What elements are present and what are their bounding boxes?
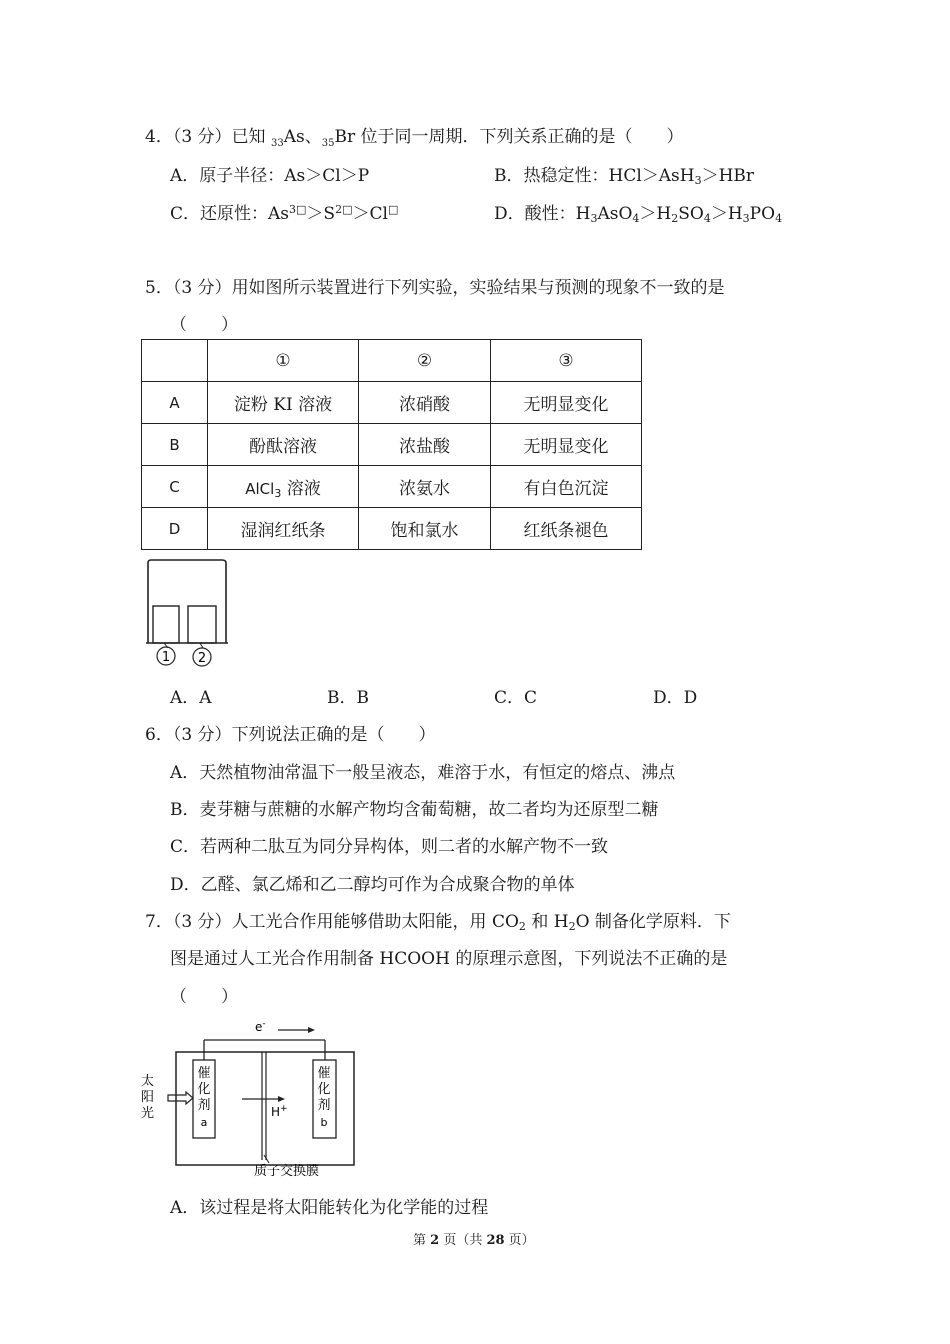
table-cell: 无明显变化	[491, 424, 642, 466]
svg-text:光: 光	[141, 1106, 155, 1121]
q5-option-b: B．B	[327, 688, 369, 708]
table-cell: 酚酞溶液	[208, 424, 359, 466]
q5-option-d: D．D	[653, 688, 698, 708]
table-cell: 饱和氯水	[359, 508, 491, 550]
row-label: A	[142, 382, 208, 424]
figure-label-1: 1	[161, 650, 171, 665]
table-cell: 浓氨水	[359, 466, 491, 508]
svg-text:b: b	[320, 1116, 328, 1129]
table-cell: 淀粉 KI 溶液	[208, 382, 359, 424]
q7-paren: （ ）	[170, 987, 238, 1007]
q7-score: （3 分）	[172, 912, 232, 932]
table-row	[142, 382, 642, 424]
q6-option-a: A．天然植物油常温下一般呈液态，难溶于水，有恒定的熔点、沸点	[170, 763, 676, 783]
q7-option-a: A．该过程是将太阳能转化为化学能的过程	[170, 1198, 489, 1218]
table-cell: 湿润红纸条	[208, 508, 359, 550]
q5-number: 5．	[145, 278, 173, 298]
q4-number: 4．	[145, 127, 173, 147]
svg-text:催: 催	[197, 1066, 211, 1081]
q5-score: （3 分）	[172, 278, 232, 298]
table-cell: 无明显变化	[491, 382, 642, 424]
q5-option-c: C．C	[494, 688, 538, 708]
sunlight-arrow	[168, 1092, 193, 1104]
page-total: 28	[486, 1233, 505, 1248]
table-cell: 浓硝酸	[359, 382, 491, 424]
row-label: D	[142, 508, 208, 550]
table-cell: 有白色沉淀	[491, 466, 642, 508]
svg-text:a: a	[200, 1116, 208, 1129]
q4-stem: 4．（3 分）已知 $_{33}$As、$_{35}$Br 位于同一周期．下列关系正确的是（ ）	[145, 127, 684, 149]
table-header-cell: ③	[491, 340, 642, 382]
q6-option-d: D．乙醛、氯乙烯和乙二醇均可作为合成聚合物的单体	[170, 875, 575, 895]
q7-cell-diagram	[138, 1015, 368, 1180]
q5-stem: 5．（3 分）用如图所示装置进行下列实验，实验结果与预测的现象不一致的是	[145, 278, 725, 298]
q4-option-b: B．热稳定性：HCl＞AsH$_3$＞HBr	[494, 166, 755, 187]
table-cell: 红纸条褪色	[491, 508, 642, 550]
table-cell: 浓盐酸	[359, 424, 491, 466]
q4-option-c: C．还原性：$As^{3□}>S^{2□}>Cl^□$	[170, 203, 399, 224]
q6-option-b: B．麦芽糖与蔗糖的水解产物均含葡萄糖，故二者均为还原型二糖	[170, 800, 659, 820]
q4-option-a: A．原子半径：As＞Cl＞P	[170, 166, 370, 186]
q6-number: 6．	[145, 725, 173, 745]
q4-score: （3 分）	[172, 127, 232, 147]
q6-option-c: C．若两种二肽互为同分异构体，则二者的水解产物不一致	[170, 837, 609, 857]
svg-text:催: 催	[317, 1066, 331, 1081]
row-label: C	[142, 466, 208, 508]
svg-text:剂: 剂	[317, 1098, 331, 1113]
q5-option-a: A．A	[170, 688, 212, 708]
q6-stem: 6．（3 分）下列说法正确的是（ ）	[145, 725, 436, 745]
q7-number: 7．	[145, 912, 173, 932]
svg-text:化: 化	[317, 1082, 331, 1097]
table-header-cell: ②	[359, 340, 491, 382]
svg-text:剂: 剂	[197, 1098, 211, 1113]
table-header-row	[142, 340, 642, 382]
table-row	[142, 508, 642, 550]
table-row	[142, 424, 642, 466]
q7-stem: 7．（3 分）人工光合作用能够借助太阳能，用 $CO_2$ 和 $H_2O$ 制备化学原料．下	[145, 912, 731, 933]
page-number: 2	[430, 1233, 440, 1248]
q5-paren: （ ）	[170, 315, 238, 335]
q5-table	[141, 339, 642, 550]
table-header-cell	[142, 340, 208, 382]
table-row	[142, 466, 642, 508]
page-footer: 第 2 页（共 28 页）	[413, 1233, 535, 1248]
table-header-cell: ①	[208, 340, 359, 382]
svg-text:太: 太	[141, 1074, 155, 1089]
row-label: B	[142, 424, 208, 466]
figure-label-2: 2	[197, 651, 207, 666]
electron-label: e-	[255, 1019, 266, 1034]
q4-option-d: D．酸性：$H_3AsO_4>H_2SO_4>H_3PO_4$	[494, 204, 783, 225]
q7-stem-line2: 图是通过人工光合作用制备 HCOOH 的原理示意图，下列说法不正确的是	[170, 949, 728, 969]
table-cell: AlCl$_3$ 溶液	[208, 466, 359, 508]
membrane-label: 质子交换膜	[254, 1164, 320, 1179]
q6-score: （3 分）	[172, 725, 232, 745]
svg-text:阳: 阳	[141, 1090, 155, 1105]
proton-label: H+	[271, 1104, 288, 1119]
q5-apparatus-figure	[140, 557, 240, 669]
svg-text:化: 化	[197, 1082, 211, 1097]
